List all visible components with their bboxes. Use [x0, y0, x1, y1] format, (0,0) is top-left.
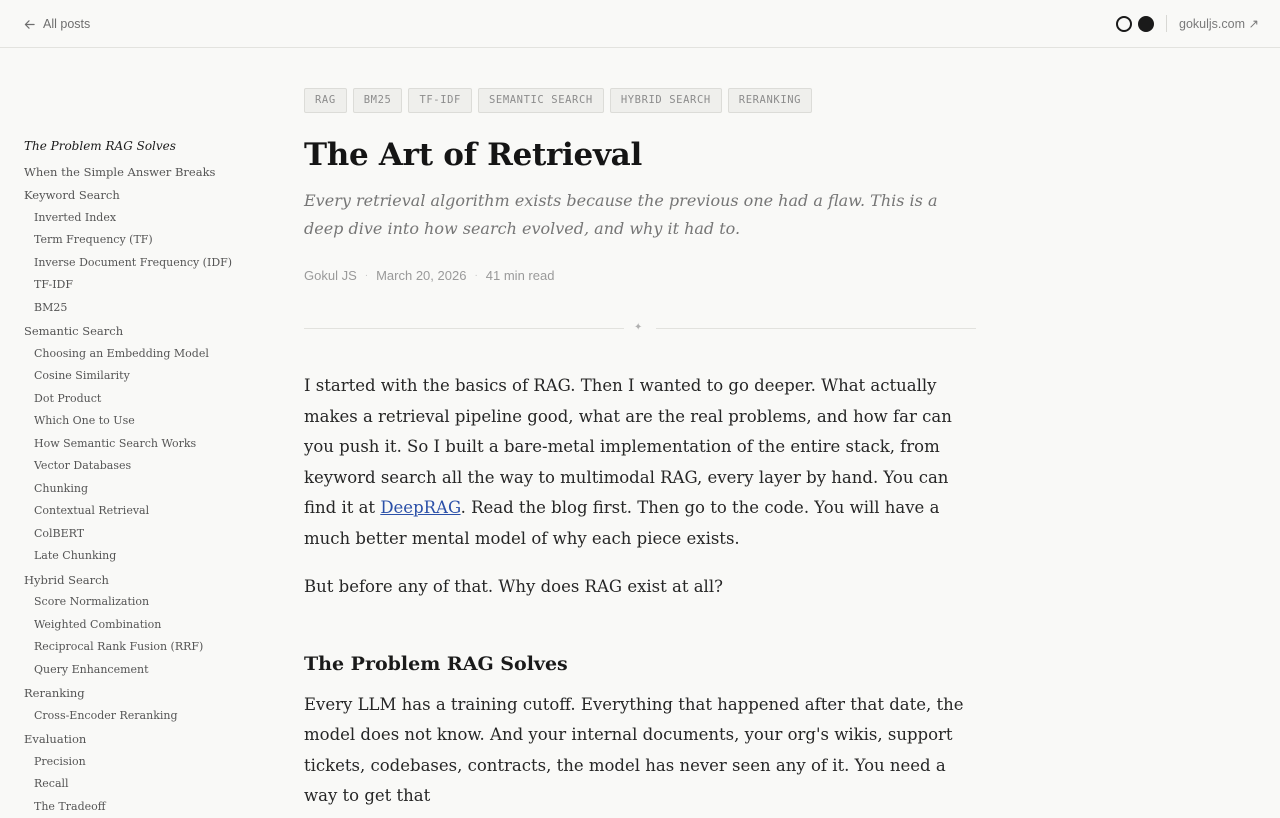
toc-item[interactable]: Evaluation — [24, 728, 264, 751]
toc-item[interactable]: The Tradeoff — [24, 796, 264, 818]
toc-item[interactable]: Recall — [24, 773, 264, 796]
toc-item[interactable]: Score Normalization — [24, 591, 264, 614]
section-divider — [304, 322, 976, 336]
tag-chip[interactable]: BM25 — [353, 88, 403, 113]
back-to-posts-link[interactable] — [24, 15, 90, 33]
intro-paragraph — [304, 371, 976, 554]
tag-chip[interactable]: HYBRID SEARCH — [610, 88, 722, 113]
intro-text-end: . Read the blog first. Then go to the code. You will have a much better mental model of why each piece exists. — [304, 498, 939, 548]
back-link-label: All posts — [43, 17, 90, 31]
site-link[interactable]: gokuljs.com ↗ — [1179, 16, 1259, 31]
intro-text: I started with the basics of RAG. Then I wanted to go deeper. What actually makes a retrieval pipeline good, what are the real problems, and how far can you push it. So I built a bare-metal implementation of the entire stack, from keyword search all the way to multimodal RAG, every layer by hand. You can find it at — [304, 376, 952, 517]
toc-item[interactable]: Precision — [24, 751, 264, 774]
dark-theme-toggle[interactable] — [1138, 16, 1154, 32]
article-meta — [304, 266, 976, 284]
toc-item[interactable]: Hybrid Search — [24, 569, 264, 592]
toc-item[interactable]: Semantic Search — [24, 320, 264, 343]
toc-item[interactable]: ColBERT — [24, 523, 264, 546]
toc-item[interactable]: TF-IDF — [24, 274, 264, 297]
publish-date: March 20, 2026 — [376, 268, 466, 283]
toc-item[interactable]: Dot Product — [24, 388, 264, 411]
header-divider — [1166, 15, 1167, 32]
toc-item[interactable]: Cosine Similarity — [24, 365, 264, 388]
tag-list — [304, 88, 976, 113]
toc-item[interactable]: Inverse Document Frequency (IDF) — [24, 252, 264, 275]
toc-item[interactable]: The Problem RAG Solves — [24, 135, 264, 158]
author-name: Gokul JS — [304, 268, 357, 283]
tag-chip[interactable]: SEMANTIC SEARCH — [478, 88, 604, 113]
light-theme-toggle[interactable] — [1116, 16, 1132, 32]
toc-item[interactable]: Reciprocal Rank Fusion (RRF) — [24, 636, 264, 659]
sparkle-icon: ✦ — [634, 322, 642, 333]
toc-item[interactable]: Weighted Combination — [24, 614, 264, 637]
toc-item[interactable]: Query Enhancement — [24, 659, 264, 682]
toc-item[interactable]: Contextual Retrieval — [24, 500, 264, 523]
divider-line-right — [656, 328, 976, 329]
toc-item[interactable]: How Semantic Search Works — [24, 433, 264, 456]
tag-chip[interactable]: RAG — [304, 88, 347, 113]
question-paragraph: But before any of that. Why does RAG exist at all? — [304, 572, 976, 603]
article — [304, 88, 976, 812]
meta-separator: · — [365, 270, 368, 281]
article-title: The Art of Retrieval — [304, 135, 976, 175]
divider-line-left — [304, 328, 624, 329]
toc-item[interactable]: Late Chunking — [24, 545, 264, 568]
toc-item[interactable]: Which One to Use — [24, 410, 264, 433]
read-time: 41 min read — [486, 268, 555, 283]
deeprag-link[interactable]: DeepRAG — [380, 498, 460, 517]
article-subtitle: Every retrieval algorithm exists because the previous one had a flaw. This is a deep dive into how search evolved, and why it had to. — [304, 187, 976, 243]
toc-item[interactable]: Cross-Encoder Reranking — [24, 705, 264, 728]
table-of-contents — [24, 134, 264, 818]
tag-chip[interactable]: RERANKING — [728, 88, 812, 113]
meta-separator: · — [474, 270, 477, 281]
toc-item[interactable]: Chunking — [24, 478, 264, 501]
toc-item[interactable]: Inverted Index — [24, 207, 264, 230]
toc-item[interactable]: Term Frequency (TF) — [24, 229, 264, 252]
toc-item[interactable]: Reranking — [24, 682, 264, 705]
arrow-left-icon — [24, 19, 35, 30]
top-bar — [0, 0, 1280, 48]
toc-item[interactable]: Vector Databases — [24, 455, 264, 478]
section-heading: The Problem RAG Solves — [304, 651, 976, 677]
toc-item[interactable]: BM25 — [24, 297, 264, 320]
toc-item[interactable]: When the Simple Answer Breaks — [24, 161, 264, 184]
toc-item[interactable]: Choosing an Embedding Model — [24, 343, 264, 366]
tag-chip[interactable]: TF-IDF — [408, 88, 472, 113]
toc-item[interactable]: Keyword Search — [24, 184, 264, 207]
section-paragraph: Every LLM has a training cutoff. Everything that happened after that date, the model does not know. And your internal documents, your org's wikis, support tickets, codebases, contracts, the model has never seen any of it. You need a way to get that — [304, 690, 976, 812]
